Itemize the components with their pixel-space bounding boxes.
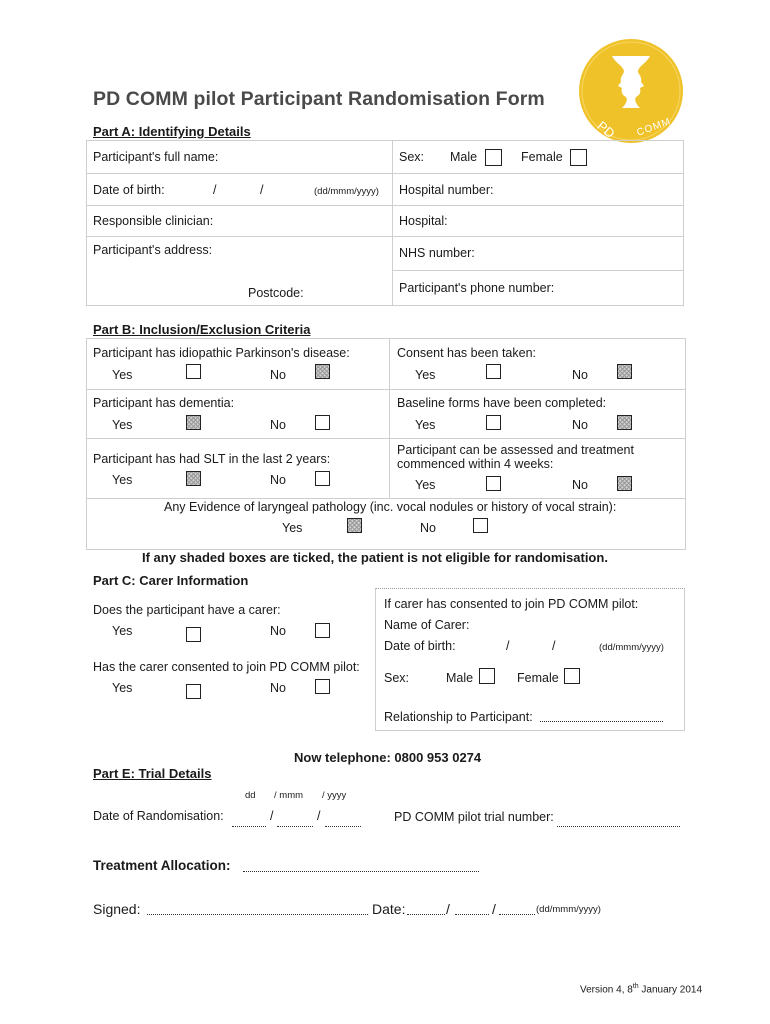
carer-male-label: Male	[446, 671, 474, 685]
q-consent-label: Consent has been taken:	[397, 346, 536, 360]
no-label: No	[420, 521, 436, 535]
male-label: Male	[450, 150, 478, 164]
parkinsons-no-checkbox[interactable]	[315, 364, 330, 379]
yes-label: Yes	[112, 418, 133, 432]
svg-text:PD: PD	[594, 118, 618, 142]
no-label: No	[270, 681, 286, 695]
hospital-number-label: Hospital number:	[399, 183, 494, 197]
signed-label: Signed:	[93, 901, 141, 917]
eligibility-warning: If any shaded boxes are ticked, the patient is not eligible for randomisation.	[142, 550, 608, 565]
yyyy-label: / yyyy	[322, 790, 347, 801]
page-title: PD COMM pilot Participant Randomisation Form	[93, 88, 545, 110]
has-carer-yes-checkbox[interactable]	[186, 627, 201, 642]
q-parkinsons-label: Participant has idiopathic Parkinson's disease:	[93, 346, 350, 360]
version-text: Version 4, 8	[580, 984, 633, 996]
sign-year-field[interactable]	[499, 914, 535, 915]
no-label: No	[572, 368, 588, 382]
full-name-label: Participant's full name:	[93, 150, 219, 164]
q-dementia-label: Participant has dementia:	[93, 396, 235, 410]
relationship-label: Relationship to Participant:	[384, 710, 533, 724]
yes-label: Yes	[282, 521, 303, 535]
carer-consented-no-checkbox[interactable]	[315, 679, 330, 694]
treatment-allocation-label: Treatment Allocation:	[93, 858, 231, 873]
carer-consented-label: Has the carer consented to join PD COMM pilot:	[93, 660, 360, 674]
telephone-instruction: Now telephone: 0800 953 0274	[294, 750, 482, 765]
part-e-heading: Part E: Trial Details	[93, 766, 212, 781]
carer-female-checkbox[interactable]	[564, 668, 580, 684]
carer-dob-slash: /	[552, 639, 556, 653]
no-label: No	[572, 478, 588, 492]
carer-dob-format: (dd/mmm/yyyy)	[599, 642, 664, 653]
trial-number-label: PD COMM pilot trial number:	[394, 810, 554, 824]
nhs-label: NHS number:	[399, 246, 475, 260]
female-label: Female	[521, 150, 563, 164]
if-consented-label: If carer has consented to join PD COMM pilot:	[384, 597, 639, 611]
dob-label: Date of birth:	[93, 183, 165, 197]
laryngeal-no-checkbox[interactable]	[473, 518, 488, 533]
has-carer-label: Does the participant have a carer:	[93, 603, 281, 617]
part-a-heading: Part A: Identifying Details	[93, 124, 251, 139]
dob-slash: /	[213, 183, 217, 197]
consent-yes-checkbox[interactable]	[486, 364, 501, 379]
treatment-allocation-field[interactable]	[243, 871, 479, 872]
rand-month-field[interactable]	[277, 826, 313, 827]
sex-label: Sex:	[399, 150, 425, 164]
carer-sex-label: Sex:	[384, 671, 410, 685]
baseline-no-checkbox[interactable]	[617, 415, 632, 430]
q-slt-label: Participant has had SLT in the last 2 years:	[93, 452, 331, 466]
q-laryngeal-label: Any Evidence of laryngeal pathology (inc. vocal nodules or history of vocal strain):	[164, 500, 617, 514]
pd-comm-logo	[578, 38, 684, 144]
baseline-yes-checkbox[interactable]	[486, 415, 501, 430]
dementia-no-checkbox[interactable]	[315, 415, 330, 430]
dob-format: (dd/mmm/yyyy)	[314, 186, 379, 197]
rand-year-field[interactable]	[325, 826, 361, 827]
sign-day-field[interactable]	[407, 914, 445, 915]
part-c-heading: Part C: Carer Information	[93, 573, 249, 588]
laryngeal-yes-checkbox[interactable]	[347, 518, 362, 533]
version-footer	[580, 983, 702, 995]
clinician-label: Responsible clinician:	[93, 214, 214, 228]
carer-female-label: Female	[517, 671, 559, 685]
rand-slash: /	[317, 809, 321, 823]
no-label: No	[270, 473, 286, 487]
participant-female-checkbox[interactable]	[570, 149, 587, 166]
yes-label: Yes	[112, 681, 133, 695]
trial-number-field[interactable]	[557, 826, 680, 827]
rand-slash: /	[270, 809, 274, 823]
yes-label: Yes	[415, 418, 436, 432]
consent-no-checkbox[interactable]	[617, 364, 632, 379]
rand-day-field[interactable]	[232, 826, 266, 827]
no-label: No	[270, 418, 286, 432]
carer-consented-yes-checkbox[interactable]	[186, 684, 201, 699]
yes-label: Yes	[415, 478, 436, 492]
no-label: No	[270, 368, 286, 382]
slt-yes-checkbox[interactable]	[186, 471, 201, 486]
relationship-field[interactable]	[540, 721, 663, 722]
version-sup: th	[632, 983, 639, 990]
signature-field[interactable]	[147, 914, 368, 915]
part-b-heading: Part B: Inclusion/Exclusion Criteria	[93, 322, 311, 337]
carer-dob-slash: /	[506, 639, 510, 653]
dementia-yes-checkbox[interactable]	[186, 415, 201, 430]
no-label: No	[572, 418, 588, 432]
date-label: Date:	[372, 901, 406, 917]
assessed-yes-checkbox[interactable]	[486, 476, 501, 491]
dd-label: dd	[245, 790, 256, 801]
q-baseline-label: Baseline forms have been completed:	[397, 396, 607, 410]
mmm-label: / mmm	[274, 790, 304, 801]
participant-male-checkbox[interactable]	[485, 149, 502, 166]
dob-slash: /	[260, 183, 264, 197]
yes-label: Yes	[112, 624, 133, 638]
carer-male-checkbox[interactable]	[479, 668, 495, 684]
address-label: Participant's address:	[93, 243, 213, 257]
carer-name-label: Name of Carer:	[384, 618, 470, 632]
has-carer-no-checkbox[interactable]	[315, 623, 330, 638]
assessed-no-checkbox[interactable]	[617, 476, 632, 491]
no-label: No	[270, 624, 286, 638]
yes-label: Yes	[112, 473, 133, 487]
version-date: January 2014	[638, 984, 703, 996]
q-assessed-label-1: Participant can be assessed and treatment	[397, 443, 634, 457]
parkinsons-yes-checkbox[interactable]	[186, 364, 201, 379]
sign-slash: /	[492, 901, 496, 917]
svg-text:COMM: COMM	[635, 116, 673, 139]
postcode-label: Postcode:	[248, 286, 304, 300]
date-randomisation-label: Date of Randomisation:	[93, 809, 224, 823]
yes-label: Yes	[112, 368, 133, 382]
sign-month-field[interactable]	[455, 914, 489, 915]
hospital-label: Hospital:	[399, 214, 448, 228]
phone-label: Participant's phone number:	[399, 281, 555, 295]
sign-date-format: (dd/mmm/yyyy)	[536, 904, 601, 915]
yes-label: Yes	[415, 368, 436, 382]
sign-slash: /	[446, 901, 450, 917]
q-assessed-label-2: commenced within 4 weeks:	[397, 457, 554, 471]
slt-no-checkbox[interactable]	[315, 471, 330, 486]
carer-dob-label: Date of birth:	[384, 639, 456, 653]
